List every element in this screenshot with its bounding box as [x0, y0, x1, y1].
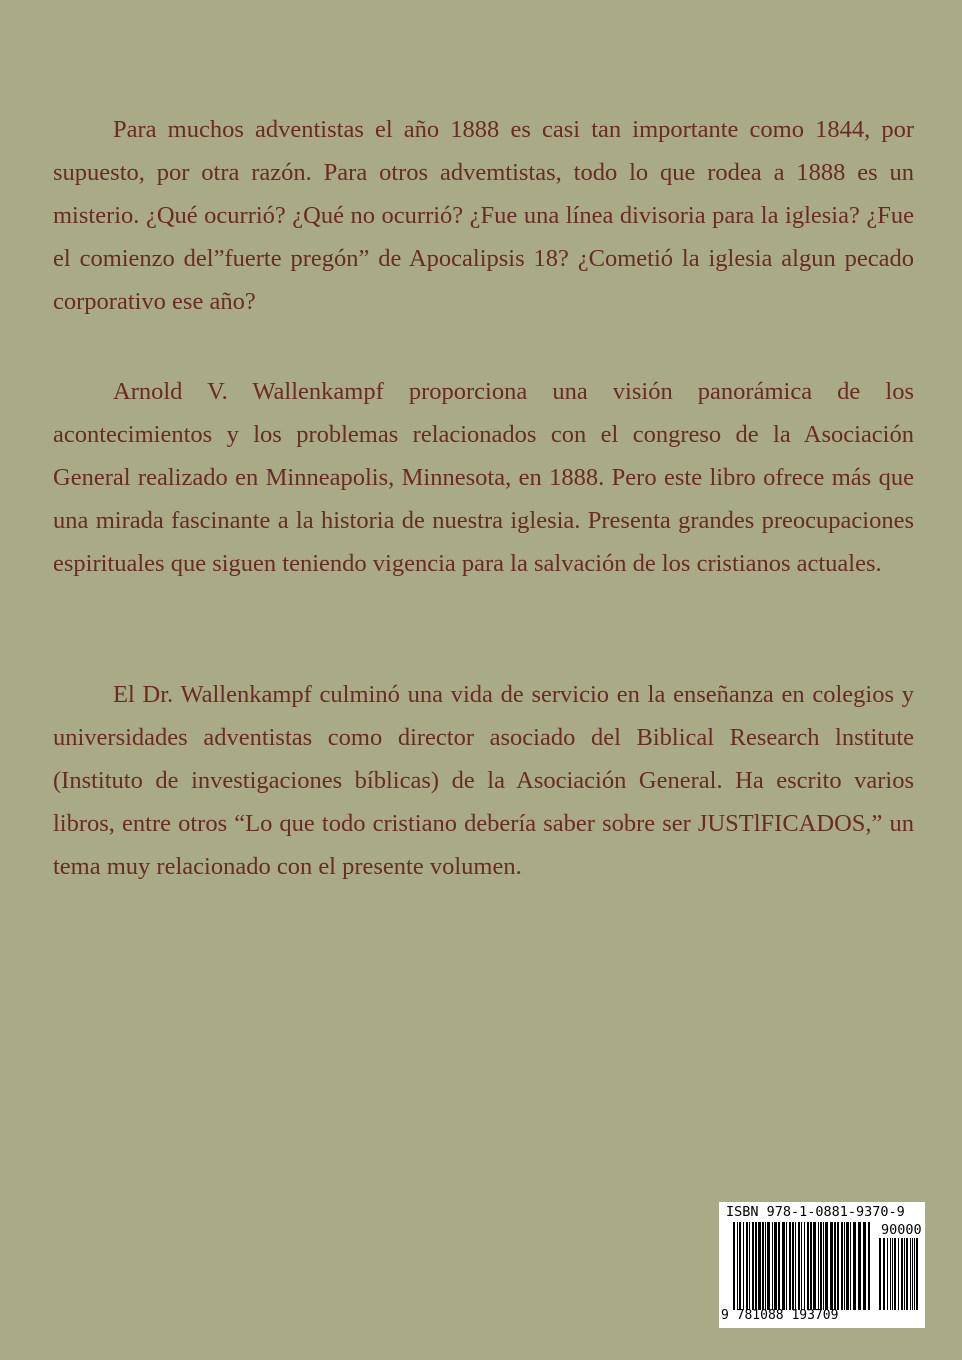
barcode-bars-icon — [733, 1222, 873, 1310]
addon-barcode-bar — [904, 1238, 905, 1310]
barcode-bar — [746, 1222, 748, 1310]
addon-barcode-bar — [892, 1238, 893, 1310]
paragraph-intro — [53, 108, 914, 323]
barcode-bar — [789, 1222, 791, 1310]
paragraph-book-description-text: Arnold V. Wallenkampf proporciona una visión panorámica de los acontecimientos y los problemas relacionados con el congreso de la Asociación General realizado en Minneapolis, Minnesota, en 1888. Pero este libro ofrece más que una mirada fascinante a la historia de nuestra iglesia. Presenta grandes preocupaciones espirituales que siguen teniendo vigencia para la salvación de los cristianos actuales. — [53, 378, 914, 577]
barcode-bar — [778, 1222, 780, 1310]
barcode-bar — [844, 1222, 845, 1310]
barcode-digits: 9 781088 193709 — [721, 1308, 839, 1323]
addon-barcode-bar — [906, 1238, 908, 1310]
addon-barcode-bar — [898, 1238, 899, 1310]
barcode-bar — [739, 1222, 741, 1310]
addon-barcode-bars-icon — [879, 1238, 921, 1310]
isbn-label: ISBN 978-1-0881-9370-9 — [726, 1204, 905, 1220]
barcode-bar — [850, 1222, 851, 1310]
barcode-bar — [804, 1222, 805, 1310]
barcode-bar — [825, 1222, 828, 1310]
addon-barcode-bar — [914, 1238, 915, 1310]
barcode-bar — [818, 1222, 819, 1310]
barcode-bar — [841, 1222, 843, 1310]
barcode-bar — [762, 1222, 764, 1310]
addon-barcode-bar — [887, 1238, 888, 1310]
barcode-bar — [765, 1222, 766, 1310]
paragraph-book-description — [53, 370, 914, 585]
barcode-bar — [807, 1222, 809, 1310]
barcode-bar — [737, 1222, 738, 1310]
barcode-bar — [733, 1222, 735, 1310]
barcode-bar — [823, 1222, 824, 1310]
barcode-bar — [853, 1222, 856, 1310]
barcode-bar — [820, 1222, 822, 1310]
barcode-bar — [813, 1222, 816, 1310]
barcode-bar — [858, 1222, 861, 1310]
barcode-bar — [834, 1222, 836, 1310]
barcode-bar — [786, 1222, 787, 1310]
addon-barcode-bar — [916, 1238, 918, 1310]
isbn-barcode — [719, 1202, 925, 1328]
barcode-bar — [810, 1222, 812, 1310]
barcode-bar — [749, 1222, 750, 1310]
barcode-bar — [774, 1222, 777, 1310]
barcode-bar — [755, 1222, 757, 1310]
barcode-bar — [772, 1222, 773, 1310]
price-code: 90000 — [881, 1222, 922, 1238]
addon-barcode-bar — [894, 1238, 896, 1310]
addon-barcode-bar — [912, 1238, 913, 1310]
paragraph-author-bio — [53, 673, 914, 888]
addon-barcode-bar — [910, 1238, 911, 1310]
barcode-bar — [792, 1222, 794, 1310]
addon-barcode-bar — [879, 1238, 881, 1310]
paragraph-author-bio-text: El Dr. Wallenkampf culminó una vida de servicio en la enseñanza en colegios y universidades adventistas como director asociado del Biblical Research lnstitute (Instituto de investigaciones bíblicas) de la Asociación General. Ha escrito varios libros, entre otros “Lo que todo cristiano debería saber sobre ser JUSTlFICADOS,” un tema muy relacionado con el presente volumen. — [53, 681, 914, 880]
barcode-bar — [758, 1222, 761, 1310]
barcode-bar — [801, 1222, 802, 1310]
barcode-bar — [846, 1222, 849, 1310]
barcode-bar — [830, 1222, 833, 1310]
barcode-bar — [798, 1222, 800, 1310]
paragraph-intro-text: Para muchos adventistas el año 1888 es casi tan importante como 1844, por supuesto, por otra razón. Para otros advemtistas, todo lo que rodea a 1888 es un misterio. ¿Qué ocurrió? ¿Qué no ocurrió? ¿Fue una línea divisoria para la iglesia? ¿Fue el comienzo del”fuerte pregón” de Apocalipsis 18? ¿Cometió la iglesia algun pecado corporativo ese año? — [53, 116, 914, 315]
barcode-bar — [743, 1222, 744, 1310]
barcode-bar — [752, 1222, 754, 1310]
barcode-bar — [795, 1222, 796, 1310]
addon-barcode-bar — [901, 1238, 903, 1310]
addon-barcode-bar — [890, 1238, 891, 1310]
addon-barcode-bar — [883, 1238, 885, 1310]
barcode-bar — [767, 1222, 770, 1310]
barcode-bar — [782, 1222, 785, 1310]
barcode-bar — [863, 1222, 866, 1310]
barcode-bar — [868, 1222, 870, 1310]
barcode-bar — [837, 1222, 839, 1310]
